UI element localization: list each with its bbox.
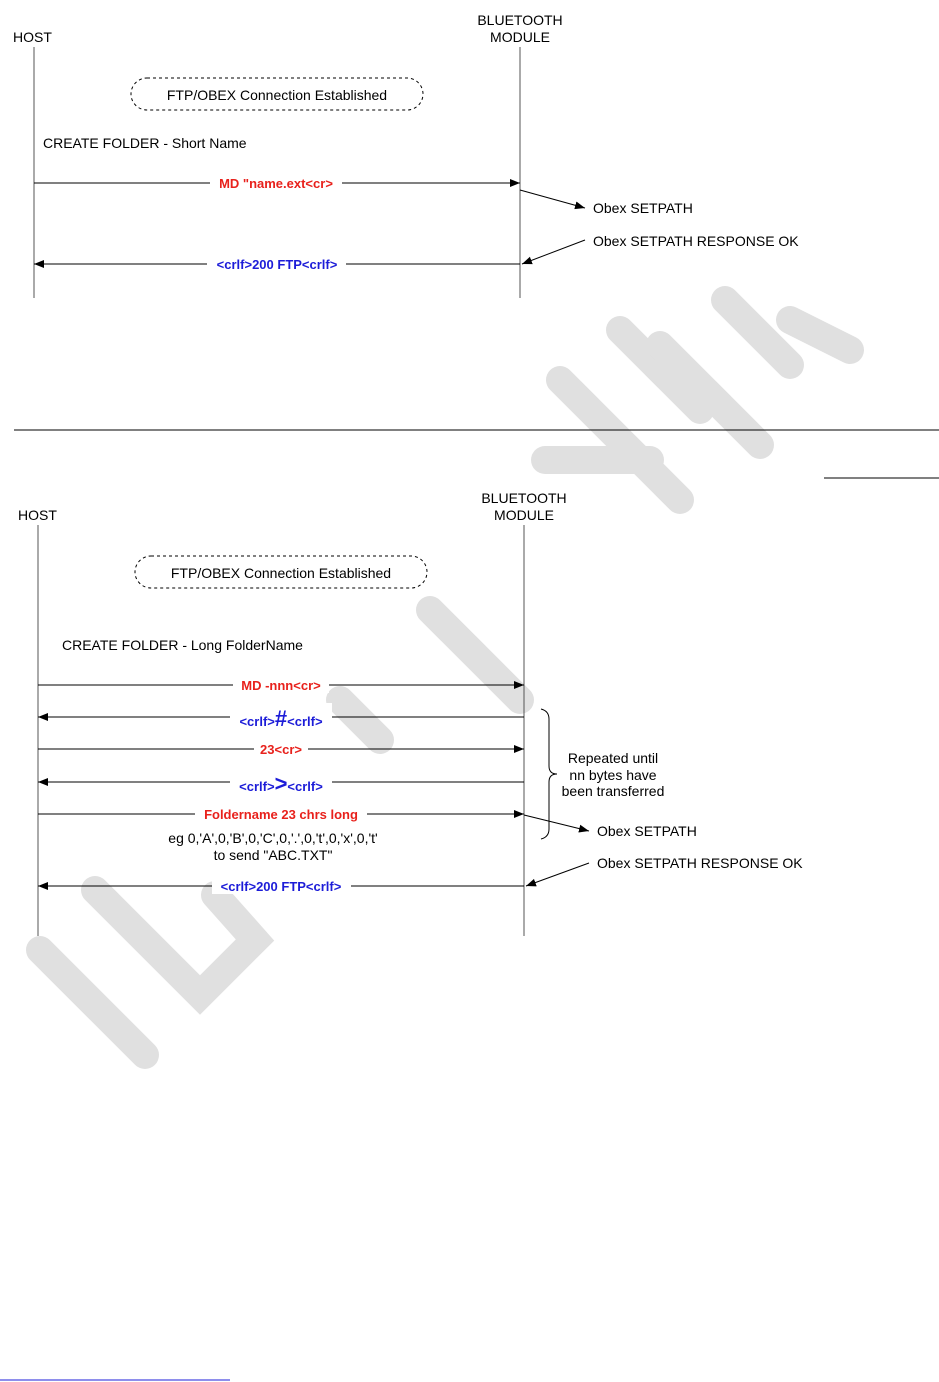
obex-response-ok-label: Obex SETPATH RESPONSE OK <box>597 855 803 871</box>
hash-label-pre: <crlf> <box>239 714 275 729</box>
obex-setpath-label: Obex SETPATH <box>597 823 697 839</box>
module-label-line2: MODULE <box>490 29 550 45</box>
hash-symbol: # <box>274 706 288 731</box>
module-label-line2: MODULE <box>494 507 554 523</box>
response-label: <crlf>200 FTP<crlf> <box>216 257 338 272</box>
count-label: 23<cr> <box>260 742 302 757</box>
obex-setpath-label: Obex SETPATH <box>593 200 693 216</box>
request-label: MD "name.ext<cr> <box>219 176 333 191</box>
connection-banner: FTP/OBEX Connection Established <box>166 87 388 103</box>
prompt-label-post: <crlf> <box>287 779 323 794</box>
prompt-symbol: > <box>274 771 288 796</box>
hash-label-post: <crlf> <box>287 714 323 729</box>
module-label-line1: BLUETOOTH <box>477 12 563 28</box>
foldername-label: Foldername 23 chrs long <box>204 807 358 822</box>
watermark <box>40 300 850 1055</box>
response-ok-arrow <box>526 863 589 886</box>
obex-response-ok-label: Obex SETPATH RESPONSE OK <box>593 233 799 249</box>
connection-banner: FTP/OBEX Connection Established <box>170 565 392 581</box>
md-label: MD -nnn<cr> <box>241 678 321 693</box>
setpath-arrow <box>520 190 585 208</box>
prompt-label-pre: <crlf> <box>239 779 275 794</box>
example-line1: eg 0,'A',0,'B',0,'C',0,'.',0,'t',0,'x',0,'t' <box>168 830 378 846</box>
diagram-short-name <box>13 12 799 298</box>
section-title: CREATE FOLDER - Long FolderName <box>62 637 303 653</box>
repeat-note-line3: been transferred <box>561 783 665 799</box>
host-label: HOST <box>13 29 52 45</box>
repeat-note-line1: Repeated until <box>567 750 659 766</box>
response-ok-arrow <box>522 240 585 264</box>
module-label-line1: BLUETOOTH <box>481 490 567 506</box>
example-line2: to send "ABC.TXT" <box>213 847 333 863</box>
section-title: CREATE FOLDER - Short Name <box>43 135 247 151</box>
setpath-arrow <box>524 815 589 831</box>
response-label: <crlf>200 FTP<crlf> <box>220 879 342 894</box>
host-label: HOST <box>18 507 57 523</box>
repeat-note-line2: nn bytes have <box>569 767 657 783</box>
diagram-long-foldername <box>18 490 803 936</box>
